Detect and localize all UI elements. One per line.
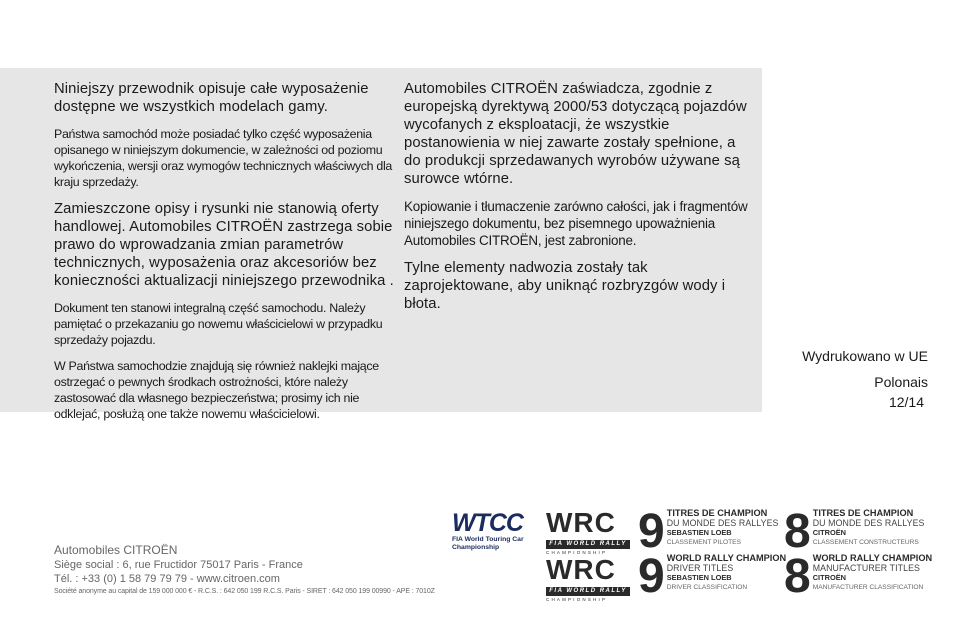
wrc-wordmark: WRC: [546, 554, 616, 585]
wrc-tagline: CHAMPIONSHIP: [546, 550, 608, 555]
champion-subtitle: MANUFACTURER TITLES: [812, 562, 921, 573]
champion-subtitle: DU MONDE DES RALLYES: [666, 517, 779, 528]
champion-title: WORLD RALLY CHAMPION: [812, 553, 933, 563]
champion-block-manufacturer-en: [784, 550, 933, 603]
wrc-logo-top: [546, 509, 630, 555]
title-count: 9: [638, 505, 665, 558]
printed-country: Polonais: [874, 374, 928, 390]
printed-in: Wydrukowano w UE: [802, 348, 928, 364]
champion-classification: DRIVER CLASSIFICATION: [666, 583, 748, 591]
champion-classification: CLASSEMENT PILOTES: [666, 538, 741, 546]
paragraph-equipment: Niniejszy przewodnik opisuje całe wyposażenie dostępne we wszystkich modelach gamy.: [54, 81, 369, 115]
wrc-wordmark: WRC: [546, 507, 616, 538]
paragraph-rear-body: Tylne elementy nadwozia zostały tak zaprojektowane, aby uniknąć rozbryzgów wody i błota.: [404, 260, 726, 312]
champion-holder: SEBASTIEN LOEB: [666, 528, 732, 538]
champion-block-driver-en: [638, 550, 787, 603]
paragraph-directive: Automobiles CITROËN zaświadcza, zgodnie z europejską dyrektywą 2000/53 dotyczącą pojazdów wycofanych z eksploatacji, że wszystkie postanowienia w niej zawarte zostały spełnione, a do produkcji sprzedawanych wyrobów używane są surowce wtórne.: [404, 81, 747, 187]
champion-subtitle: DRIVER TITLES: [666, 562, 734, 573]
wrc-bar: FIA WORLD RALLY: [546, 587, 630, 596]
champion-block-manufacturer-fr: [784, 505, 925, 558]
left-column: [54, 80, 399, 432]
wrc-tagline: CHAMPIONSHIP: [546, 597, 608, 602]
company-name: Automobiles CITROËN: [54, 543, 178, 557]
right-column: [404, 80, 749, 323]
company-contact: Tél. : +33 (0) 1 58 79 79 79 - www.citroen.com: [54, 573, 280, 585]
champion-title: WORLD RALLY CHAMPION: [666, 553, 787, 563]
edition-number: 12/14: [888, 394, 924, 410]
champion-block-driver-fr: [638, 505, 779, 558]
wtcc-subtitle-2: Championship: [452, 543, 500, 551]
champion-classification: CLASSEMENT CONSTRUCTEURS: [812, 538, 919, 546]
wrc-logo-bottom: [546, 556, 630, 602]
paragraph-partial-equipment: Państwa samochód może posiadać tylko część wyposażenia opisanego w niniejszym dokumencie, w zależności od poziomu wykończenia, wersji oraz wymogów technicznych właściwych dla kraju sprzedaży.: [54, 127, 393, 189]
champion-subtitle: DU MONDE DES RALLYES: [812, 517, 925, 528]
champion-holder: SEBASTIEN LOEB: [666, 573, 732, 583]
champion-title: TITRES DE CHAMPION: [812, 508, 914, 518]
paragraph-stickers: W Państwa samochodzie znajdują się również naklejki mające ostrzegać o pewnych środkach ostrożności, które należy zastosować dla własnego bezpieczeństwa; prosimy ich nie odklejać, posłużą one także nowemu właścicielowi.: [54, 359, 379, 421]
champion-holder: CITROËN: [812, 528, 846, 538]
paragraph-copyright: Kopiowanie i tłumaczenie zarówno całości, jak i fragmentów niniejszego dokumentu, bez pisemnego upoważnienia Automobiles CITROËN, jest zabronione.: [404, 199, 748, 248]
wtcc-subtitle-1: FIA World Touring Car: [452, 536, 524, 543]
wtcc-wordmark: WTCC: [452, 509, 523, 537]
title-count: 8: [784, 550, 811, 603]
title-count: 9: [638, 550, 665, 603]
company-info: [54, 543, 554, 597]
paragraph-no-offer: Zamieszczone opisy i rysunki nie stanowią oferty handlowej. Automobiles CITROËN zastrzega sobie prawo do wprowadzania zmian parametrów technicznych, wyposażenia oraz akcesoriów bez konieczności aktualizacji niniejszego przewodnika .: [54, 201, 394, 289]
wtcc-logo: [452, 510, 524, 551]
champion-classification: MANUFACTURER CLASSIFICATION: [812, 583, 924, 591]
paragraph-integral-part: Dokument ten stanowi integralną część samochodu. Należy pamiętać o przekazaniu go nowemu właścicielowi w przypadku sprzedaży pojazdu.: [54, 301, 383, 347]
champion-title: TITRES DE CHAMPION: [666, 508, 768, 518]
company-legal: Société anonyme au capital de 159 000 000 € - R.C.S. : 642 050 199 R.C.S. Paris - SIRET : 642 050 199 00990 - APE : 7010Z: [54, 587, 435, 595]
wrc-bar: FIA WORLD RALLY: [546, 540, 630, 549]
champion-holder: CITROËN: [812, 573, 846, 583]
title-count: 8: [784, 505, 811, 558]
company-address: Siège social : 6, rue Fructidor 75017 Paris - France: [54, 558, 303, 571]
